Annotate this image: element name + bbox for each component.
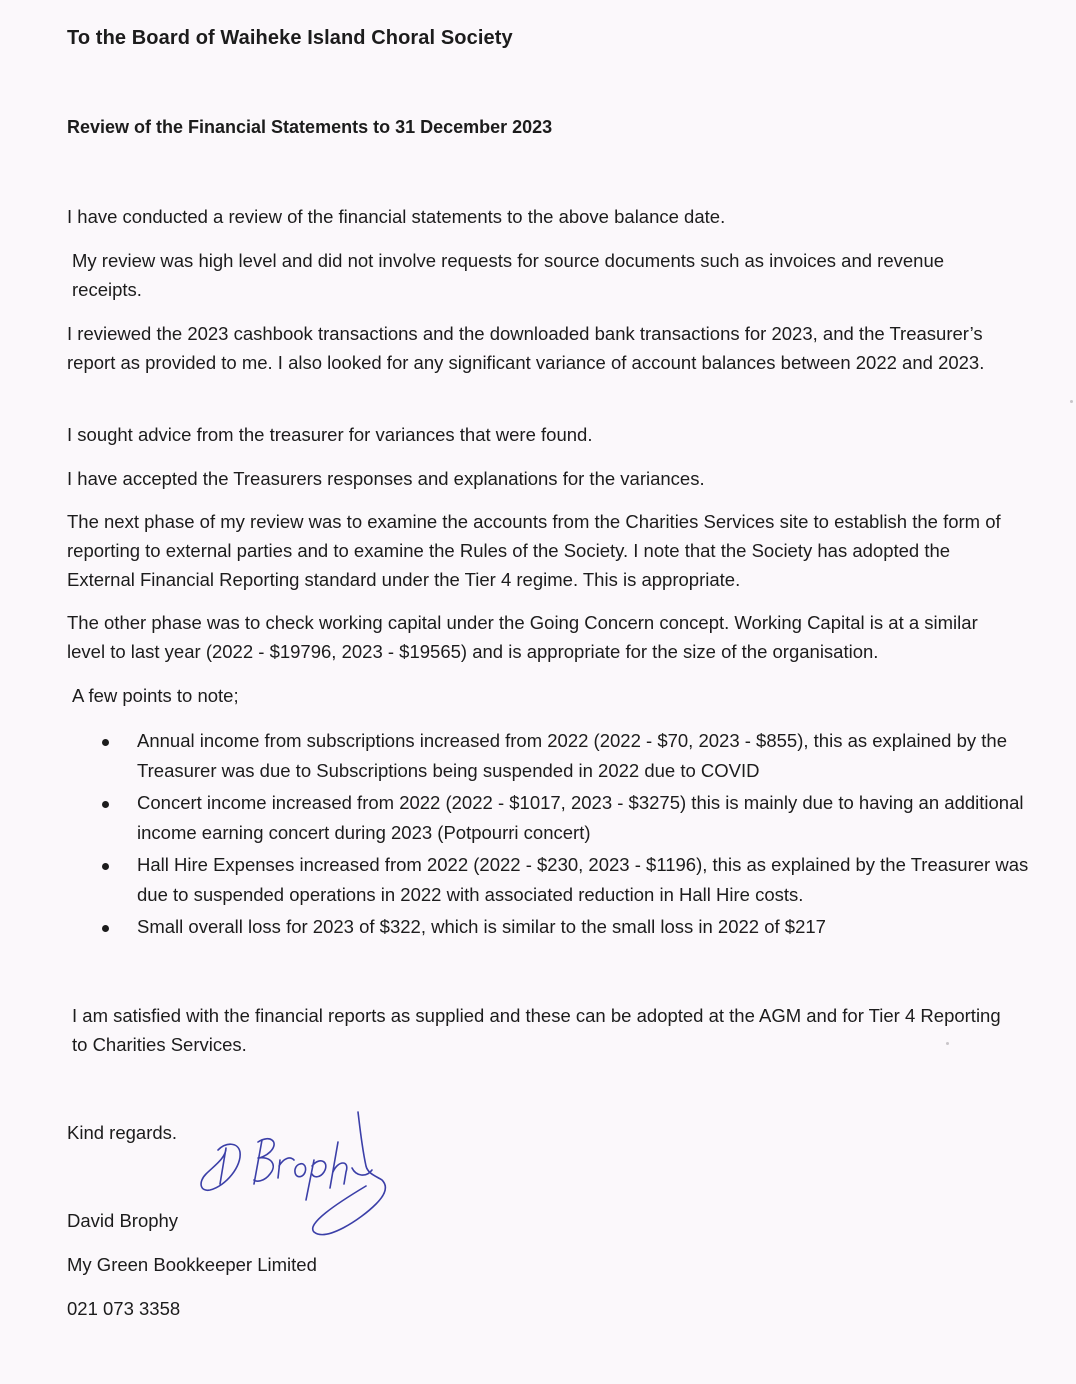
paragraph-5: I have accepted the Treasurers responses and explanations for the variances.	[67, 468, 705, 489]
conclusion: I am satisfied with the financial reports as supplied and these can be adopted at the AGM and for Tier 4 Reporting to Charities Services.	[72, 1005, 1001, 1055]
paragraph-8: A few points to note;	[72, 685, 239, 706]
list-item	[100, 726, 1030, 786]
list-item	[100, 788, 1030, 848]
point-text: Concert income increased from 2022 (2022 - $1017, 2023 - $3275) this is mainly due to having an additional income earning concert during 2023 (Potpourri concert)	[137, 792, 1024, 843]
list-item	[100, 912, 1030, 942]
point-text: Annual income from subscriptions increased from 2022 (2022 - $70, 2023 - $855), this as explained by the Treasurer was due to Subscriptions being suspended in 2022 due to COVID	[137, 730, 1007, 781]
phone-number: 021 073 3358	[67, 1298, 181, 1319]
signature-image	[196, 1108, 402, 1244]
list-item	[100, 850, 1030, 910]
company-name: My Green Bookkeeper Limited	[67, 1254, 317, 1275]
paragraph-7: The other phase was to check working capital under the Going Concern concept. Working Capital is at a similar level to last year (2022 - $19796, 2023 - $19565) and is appropriate for the size of the organisation.	[67, 612, 978, 662]
paragraph-4: I sought advice from the treasurer for variances that were found.	[67, 424, 593, 445]
bullet-icon	[102, 925, 109, 932]
paragraph-1: I have conducted a review of the financial statements to the above balance date.	[67, 206, 726, 227]
points-list	[100, 726, 1030, 944]
point-text: Hall Hire Expenses increased from 2022 (2022 - $230, 2023 - $1196), this as explained by the Treasurer was due to suspended operations in 2022 with associated reduction in Hall Hire costs.	[137, 854, 1029, 905]
paragraph-2: My review was high level and did not involve requests for source documents such as invoices and revenue receipts.	[72, 250, 945, 300]
bullet-icon	[102, 739, 109, 746]
addressee: To the Board of Waiheke Island Choral Society	[67, 27, 513, 49]
point-text: Small overall loss for 2023 of $322, which is similar to the small loss in 2022 of $217	[137, 916, 826, 937]
bullet-icon	[102, 863, 109, 870]
scan-speck	[1070, 400, 1073, 403]
scan-speck	[946, 1042, 949, 1045]
paragraph-6: The next phase of my review was to examine the accounts from the Charities Services site to establish the form of reporting to external parties and to examine the Rules of the Society. I note that the Society has adopted the External Financial Reporting standard under the Tier 4 regime. This is appropriate.	[67, 511, 1001, 590]
closing: Kind regards.	[67, 1122, 178, 1143]
paragraph-3: I reviewed the 2023 cashbook transactions and the downloaded bank transactions for 2023, and the Treasurer’s report as provided to me. I also looked for any significant variance of account balances between 2022 and 2023.	[67, 323, 985, 373]
bullet-icon	[102, 801, 109, 808]
signer-name: David Brophy	[67, 1210, 179, 1231]
letter-subject: Review of the Financial Statements to 31 December 2023	[67, 117, 553, 137]
